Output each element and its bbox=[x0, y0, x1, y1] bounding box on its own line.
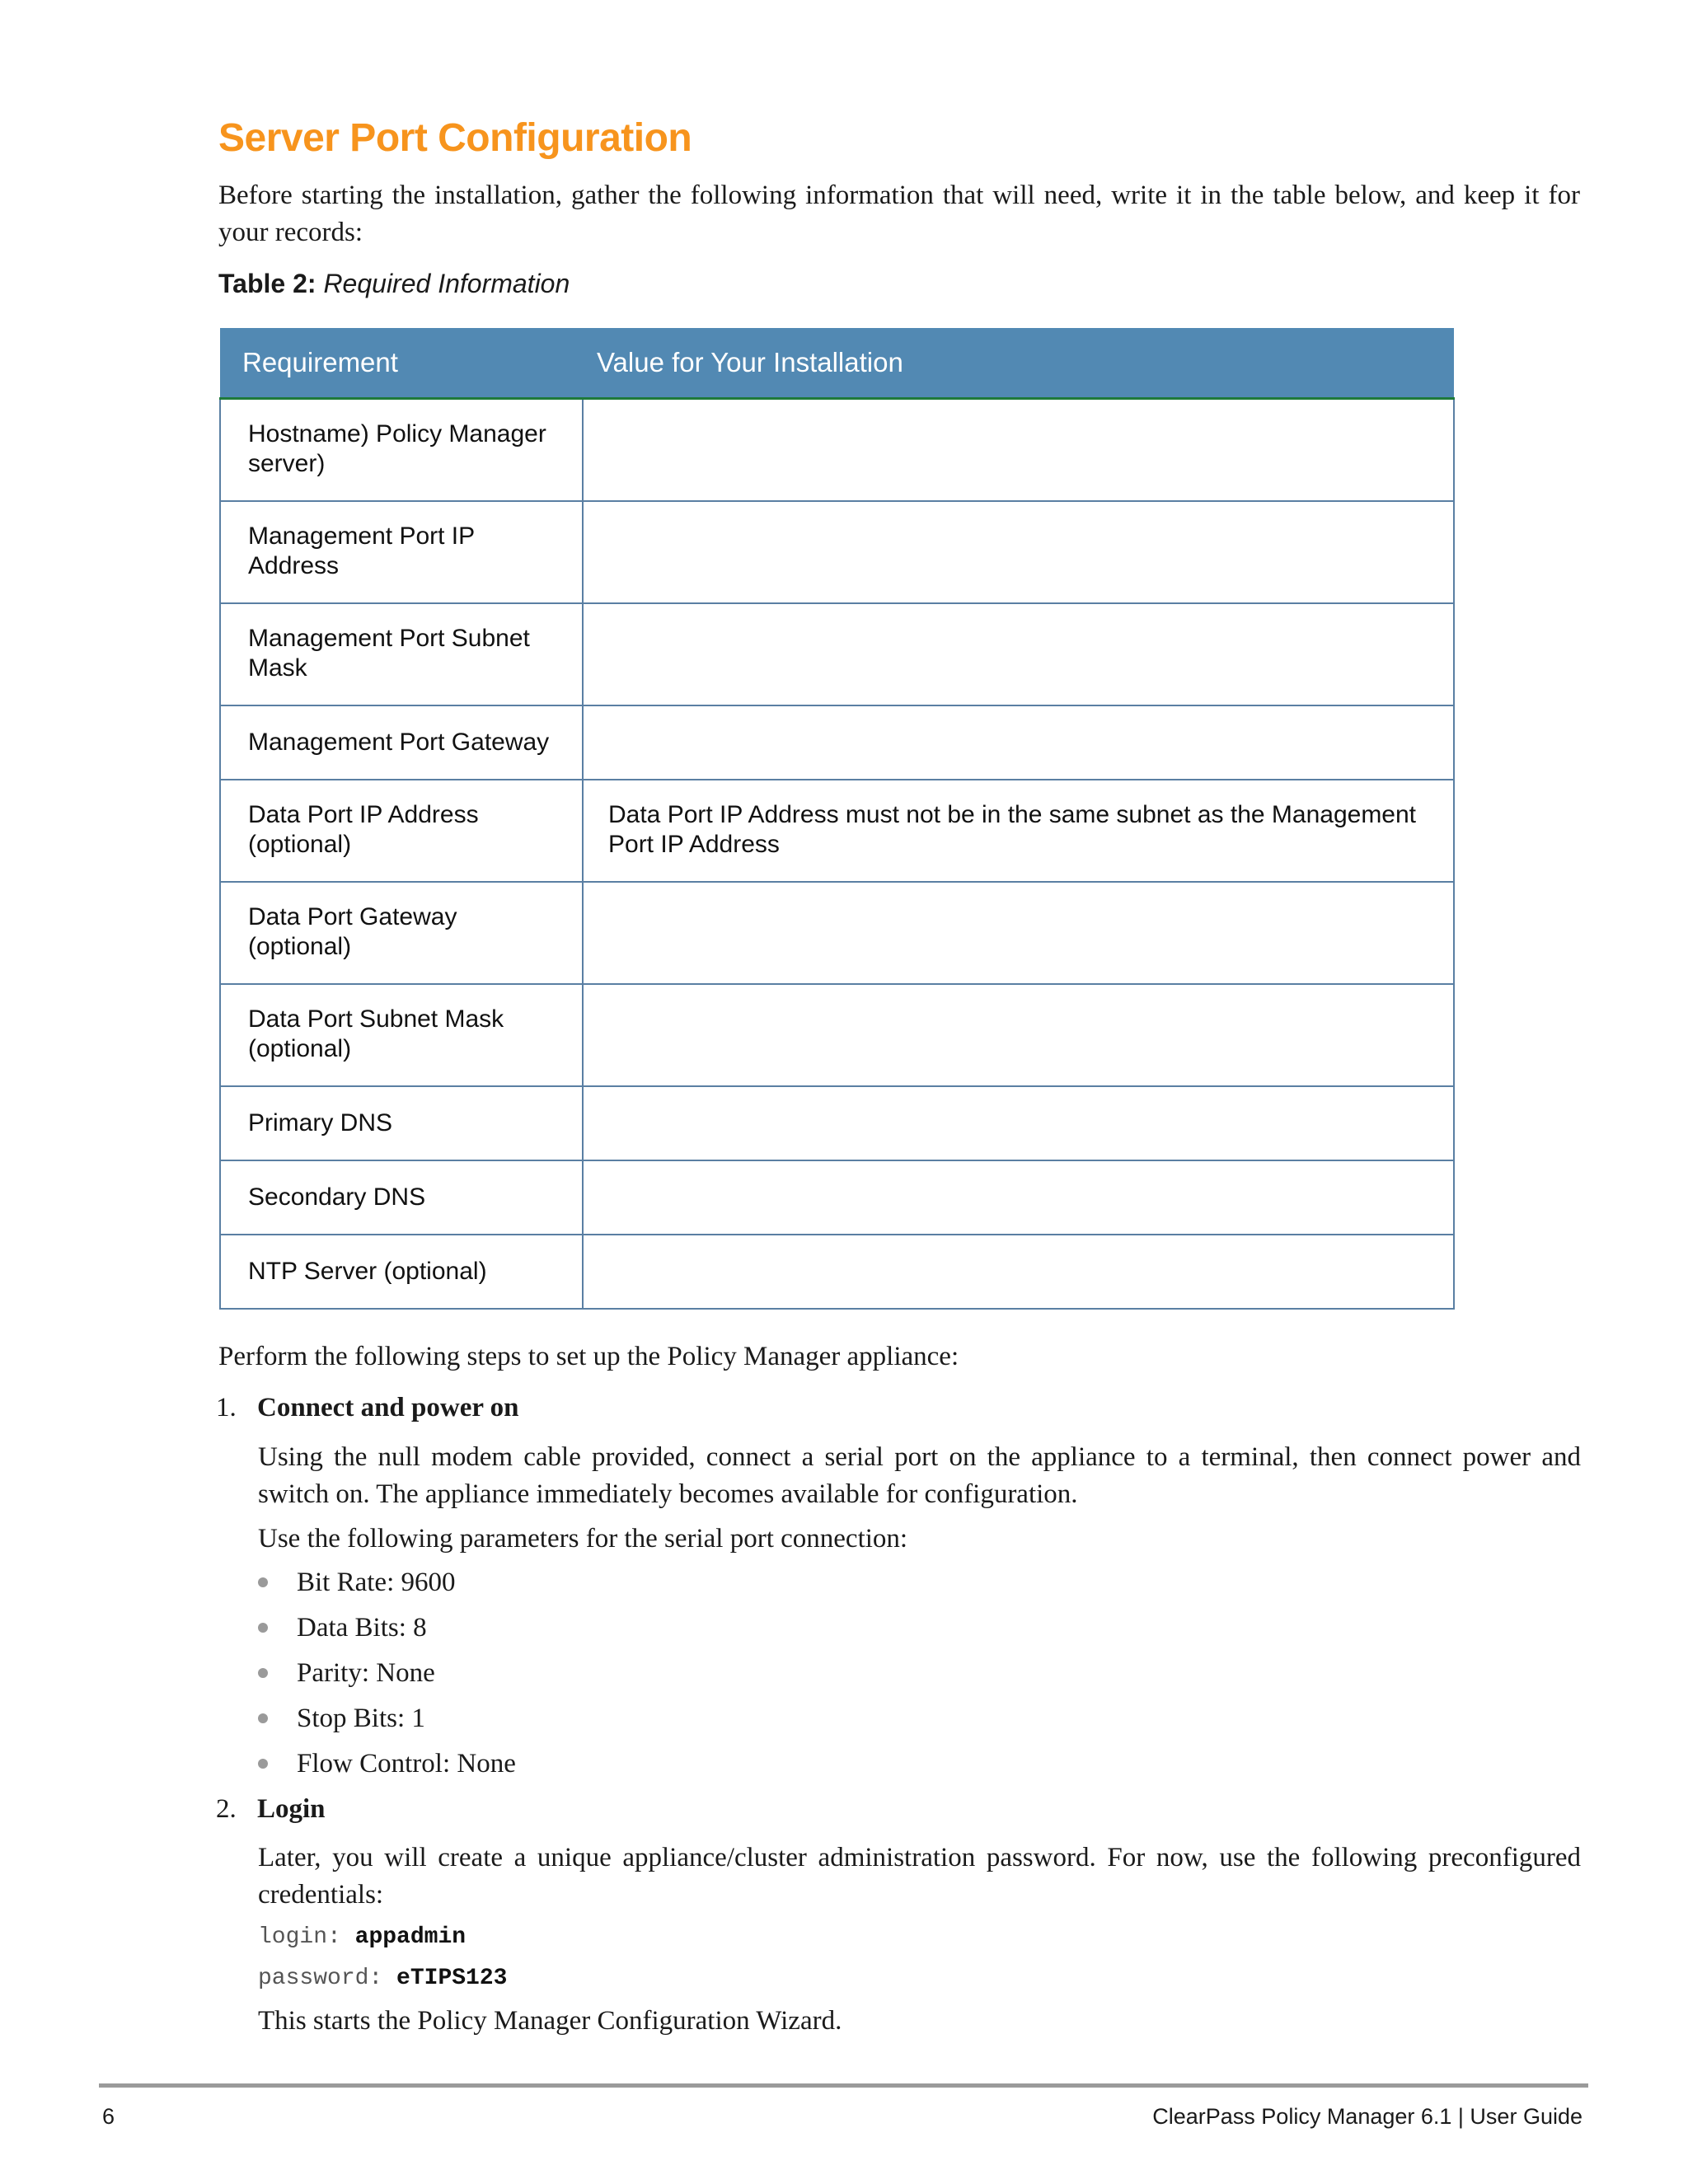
step-2-paragraph: Later, you will create a unique appliance/cluster administration password. For now, use the following preconfigured credentials: bbox=[258, 1843, 1581, 1910]
table-row bbox=[220, 1086, 1454, 1160]
step-1-paragraph: Using the null modem cable provided, connect a serial port on the appliance to a terminal, then connect power and switch on. The appliance immediately becomes available for configuration. bbox=[258, 1442, 1581, 1509]
table-row bbox=[220, 984, 1454, 1086]
requirement-cell: Management Port IP Address bbox=[220, 501, 583, 603]
table-row bbox=[220, 399, 1454, 501]
footer-doc-title: ClearPass Policy Manager 6.1 | User Guide bbox=[1152, 2104, 1582, 2129]
step-title: Connect and power on bbox=[257, 1393, 519, 1422]
password-key: password: bbox=[258, 1966, 383, 1991]
requirement-cell: NTP Server (optional) bbox=[220, 1235, 583, 1309]
value-cell bbox=[583, 501, 1454, 603]
value-cell bbox=[583, 984, 1454, 1086]
requirement-cell: Management Port Gateway bbox=[220, 705, 583, 780]
list-item: Bit Rate: 9600 bbox=[258, 1564, 516, 1610]
bullet-icon bbox=[258, 1668, 268, 1678]
login-key: login: bbox=[258, 1924, 341, 1950]
bullet-icon bbox=[258, 1759, 268, 1769]
serial-params-list bbox=[258, 1564, 516, 1791]
value-cell: Data Port IP Address must not be in the same subnet as the Management Port IP Address bbox=[583, 780, 1454, 882]
step-number: 1. bbox=[216, 1393, 237, 1422]
value-cell bbox=[583, 1235, 1454, 1309]
password-value: eTIPS123 bbox=[396, 1966, 508, 1991]
step-number: 2. bbox=[216, 1794, 237, 1824]
steps-intro: Perform the following steps to set up the Policy Manager appliance: bbox=[218, 1342, 959, 1371]
table-caption-title: Required Information bbox=[323, 269, 570, 298]
value-cell bbox=[583, 399, 1454, 501]
footer-page-number: 6 bbox=[102, 2104, 115, 2129]
requirement-cell: Hostname) Policy Manager server) bbox=[220, 399, 583, 501]
step-1-heading bbox=[216, 1390, 519, 1427]
list-item: Stop Bits: 1 bbox=[258, 1700, 516, 1746]
table-row bbox=[220, 705, 1454, 780]
requirement-cell: Data Port IP Address (optional) bbox=[220, 780, 583, 882]
header-requirement: Requirement bbox=[220, 328, 583, 399]
login-credential bbox=[258, 1921, 466, 1954]
table-row bbox=[220, 882, 1454, 984]
table-row bbox=[220, 603, 1454, 705]
step-title: Login bbox=[257, 1794, 326, 1824]
step-2-heading bbox=[216, 1791, 326, 1828]
table-row bbox=[220, 501, 1454, 603]
password-credential bbox=[258, 1962, 507, 1995]
step-2-closing: This starts the Policy Manager Configuration Wizard. bbox=[258, 2006, 842, 2036]
table-caption bbox=[218, 269, 570, 299]
list-item: Parity: None bbox=[258, 1655, 516, 1700]
bullet-icon bbox=[258, 1713, 268, 1723]
header-value: Value for Your Installation bbox=[583, 328, 1454, 399]
step-1-params-intro: Use the following parameters for the serial port connection: bbox=[258, 1524, 908, 1554]
page-title: Server Port Configuration bbox=[218, 116, 692, 160]
table-header-row bbox=[220, 328, 1454, 399]
table-row bbox=[220, 1160, 1454, 1235]
table-row bbox=[220, 780, 1454, 882]
required-information-table bbox=[219, 328, 1455, 1310]
list-item: Data Bits: 8 bbox=[258, 1610, 516, 1655]
value-cell bbox=[583, 1160, 1454, 1235]
requirement-cell: Management Port Subnet Mask bbox=[220, 603, 583, 705]
value-cell bbox=[583, 705, 1454, 780]
login-value: appadmin bbox=[354, 1924, 467, 1950]
value-cell bbox=[583, 882, 1454, 984]
bullet-icon bbox=[258, 1623, 268, 1633]
bullet-icon bbox=[258, 1577, 268, 1587]
table-row bbox=[220, 1235, 1454, 1309]
table-caption-label: Table 2: bbox=[218, 269, 316, 298]
requirement-cell: Primary DNS bbox=[220, 1086, 583, 1160]
requirement-cell: Data Port Gateway (optional) bbox=[220, 882, 583, 984]
requirement-cell: Data Port Subnet Mask (optional) bbox=[220, 984, 583, 1086]
footer-divider bbox=[99, 2083, 1588, 2088]
value-cell bbox=[583, 1086, 1454, 1160]
requirement-cell: Secondary DNS bbox=[220, 1160, 583, 1235]
intro-paragraph: Before starting the installation, gather the following information that will need, write it in the table below, and keep it for your records: bbox=[218, 180, 1580, 247]
value-cell bbox=[583, 603, 1454, 705]
list-item: Flow Control: None bbox=[258, 1746, 516, 1791]
